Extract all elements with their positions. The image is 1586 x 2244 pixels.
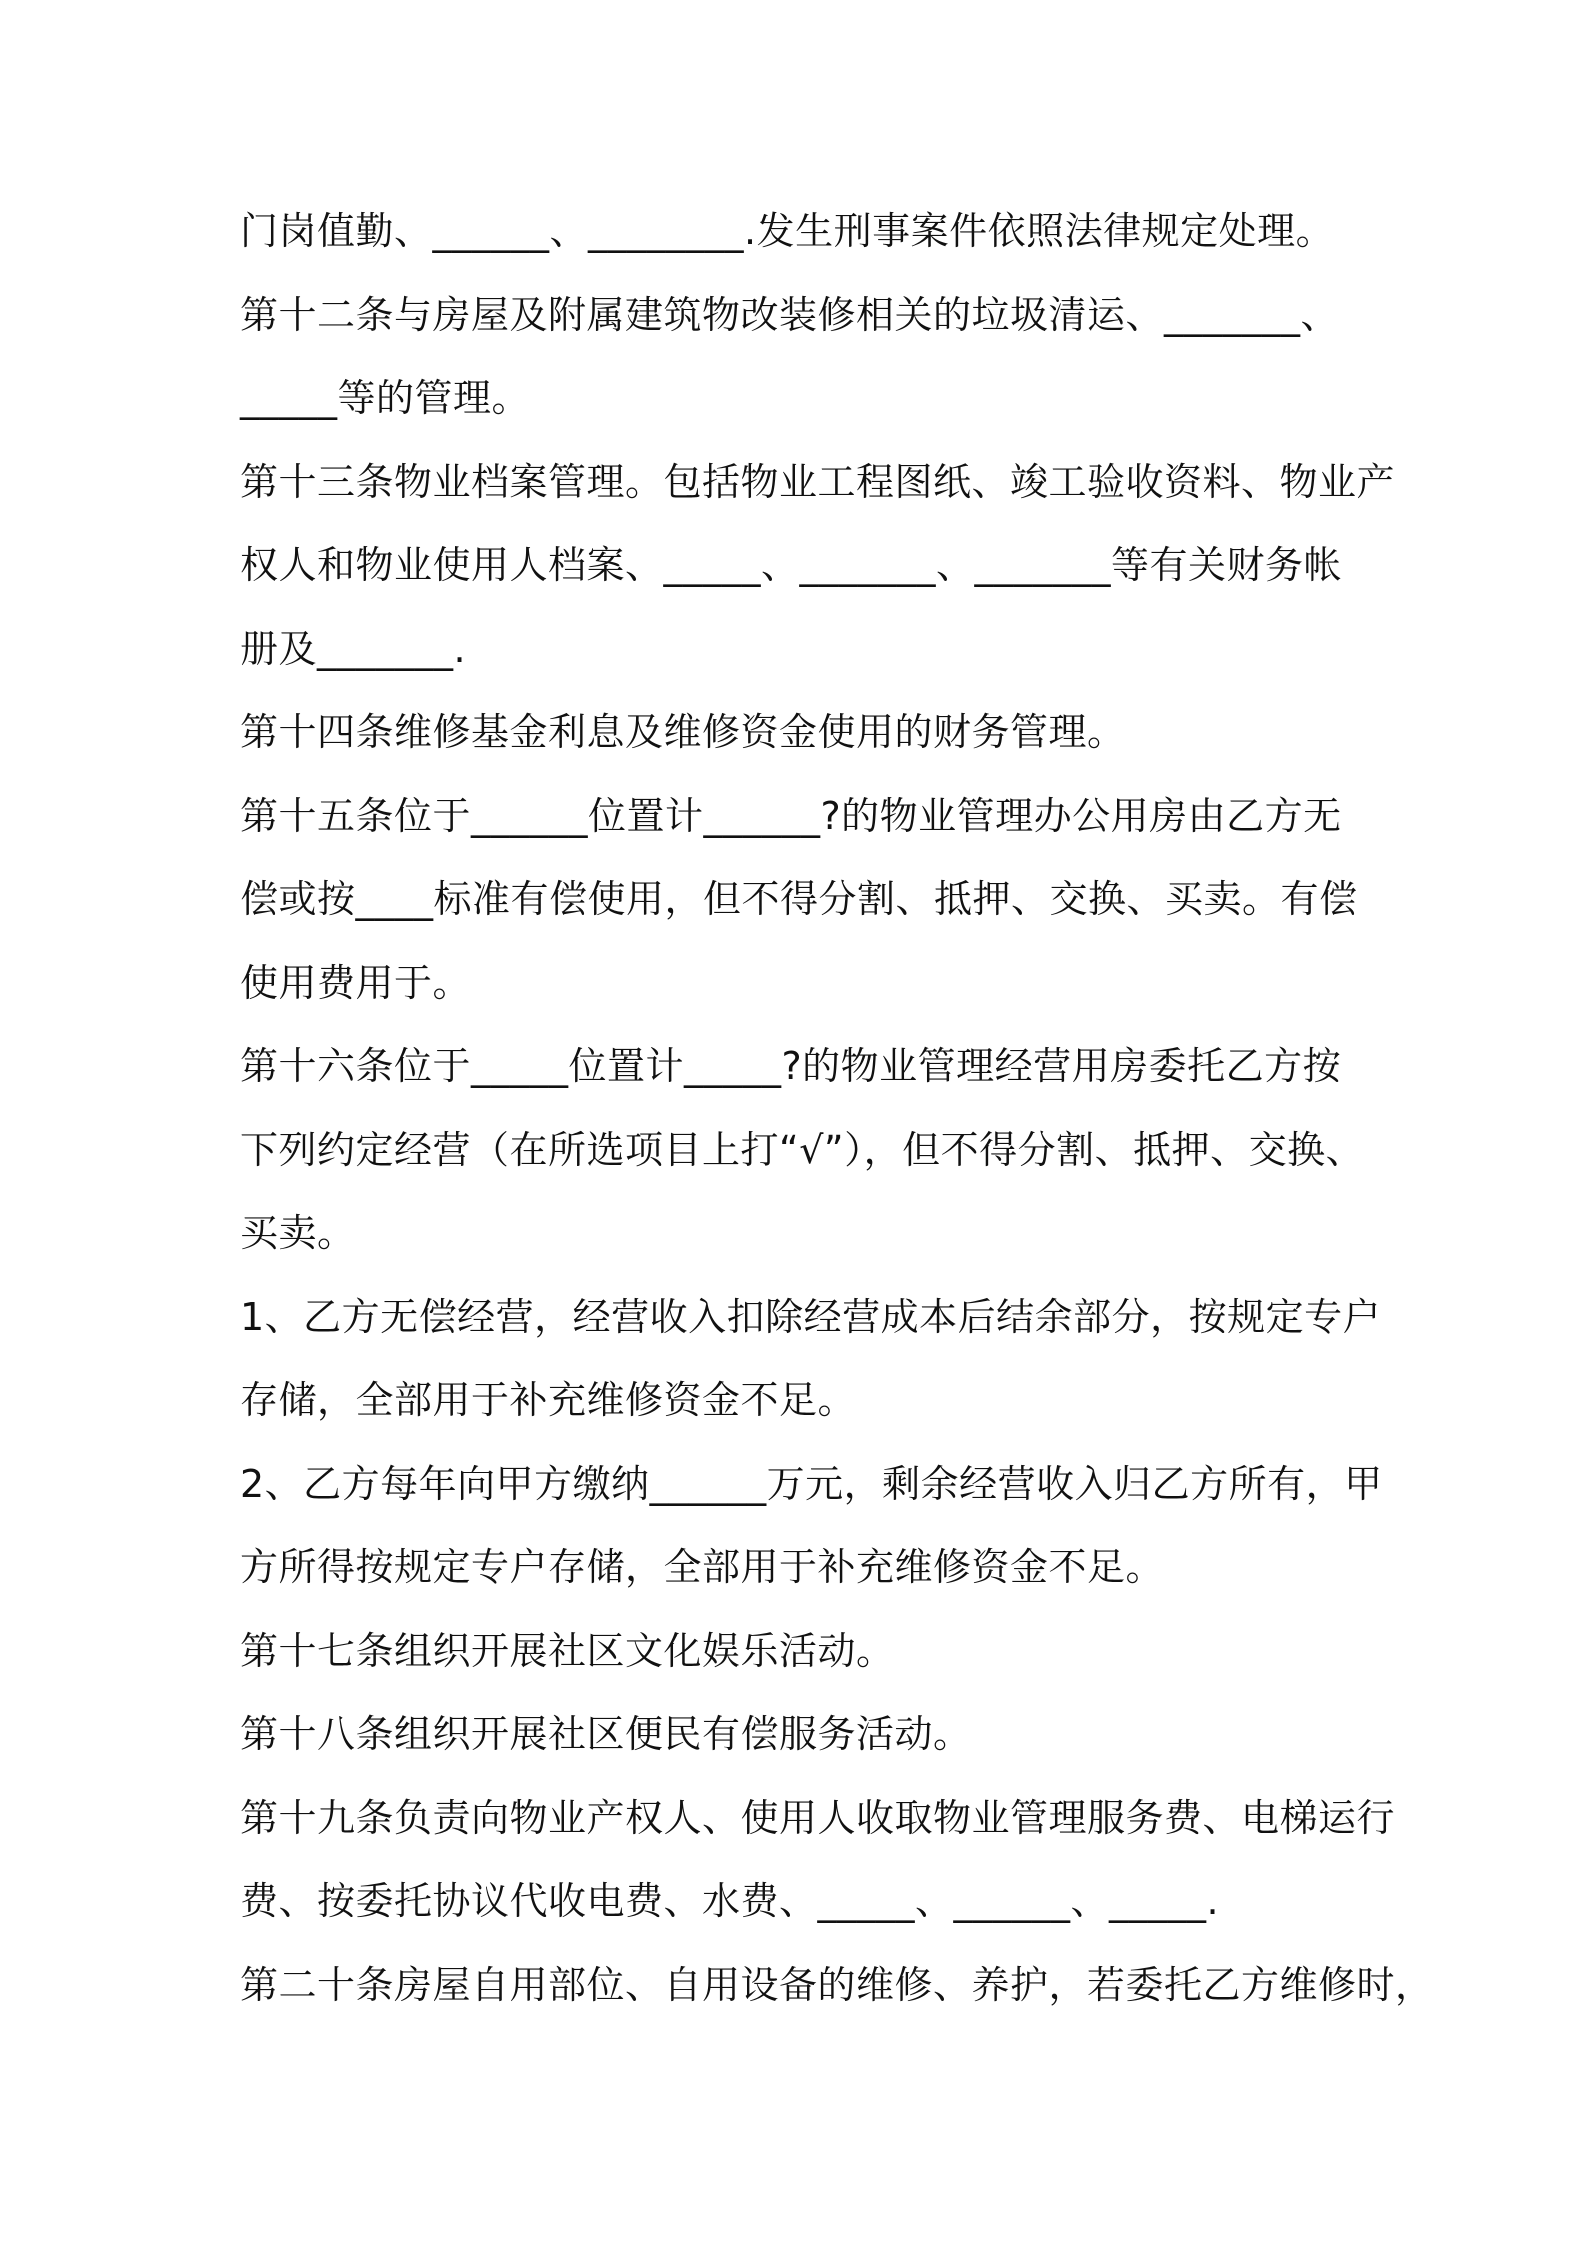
text-line: 权人和物业使用人档案、_____、_______、_______等有关财务帐: [240, 543, 1343, 587]
text-line: 册及_______.: [240, 626, 467, 671]
text-line: 第二十条房屋自用部位、自用设备的维修、养护，若委托乙方维修时，: [240, 1962, 1434, 2007]
text-line: 下列约定经营（在所选项目上打“√”），但不得分割、抵押、交换、: [240, 1127, 1365, 1172]
text-line: 买卖。: [240, 1211, 356, 1255]
text-line: 费、按委托协议代收电费、水费、_____、______、_____.: [240, 1879, 1220, 1923]
text-line: 第十二条与房屋及附属建筑物改装修相关的垃圾清运、_______、: [240, 292, 1340, 337]
text-line: _____等的管理。: [240, 376, 531, 420]
text-line: 第十六条位于_____位置计_____?的物业管理经营用房委托乙方按: [240, 1044, 1342, 1088]
text-line: 门岗值勤、______、________.发生刑事案件依照法律规定处理。: [240, 209, 1335, 253]
text-line: 方所得按规定专户存储，全部用于补充维修资金不足。: [240, 1545, 1165, 1589]
text-line: 第十四条维修基金利息及维修资金使用的财务管理。: [240, 710, 1126, 754]
text-line: 第十三条物业档案管理。包括物业工程图纸、竣工验收资料、物业产: [240, 459, 1396, 504]
text-line: 2、乙方每年向甲方缴纳______万元，剩余经营收入归乙方所有，甲: [240, 1461, 1383, 1506]
text-line: 第十八条组织开展社区便民有偿服务活动。: [240, 1712, 972, 1756]
text-line: 1、乙方无偿经营，经营收入扣除经营成本后结余部分，按规定专户: [240, 1294, 1382, 1339]
text-line: 存储，全部用于补充维修资金不足。: [240, 1378, 857, 1422]
text-line: 第十九条负责向物业产权人、使用人收取物业管理服务费、电梯运行: [240, 1795, 1396, 1840]
text-line: 第十五条位于______位置计______?的物业管理办公用房由乙方无: [240, 793, 1342, 838]
document-body: [240, 196, 1434, 2033]
text-line: 第十七条组织开展社区文化娱乐活动。: [240, 1628, 895, 1673]
text-line: 使用费用于。: [240, 960, 472, 1005]
text-line: 偿或按____标准有偿使用，但不得分割、抵押、交换、买卖。有偿: [240, 877, 1358, 921]
